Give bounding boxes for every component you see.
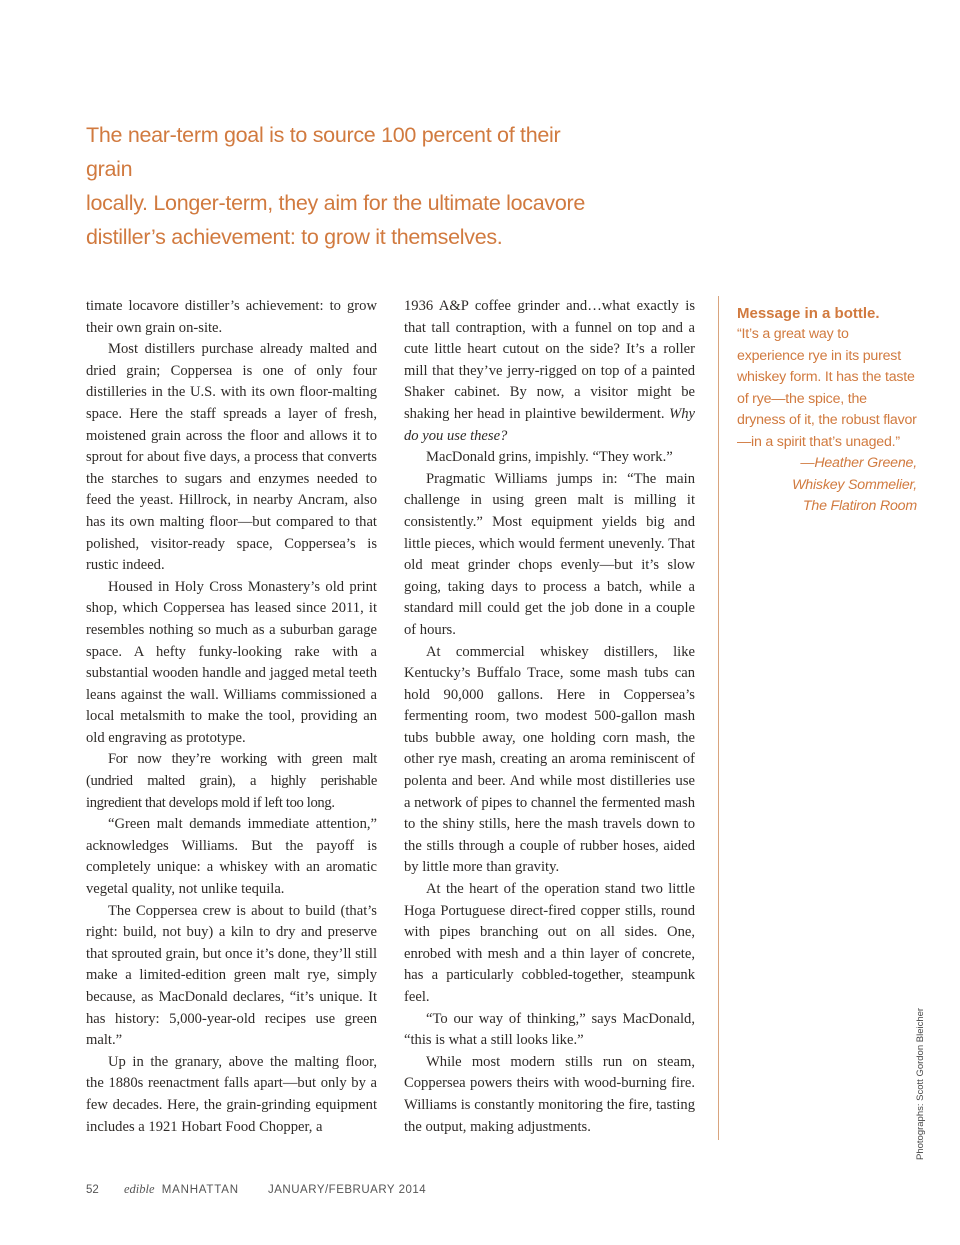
paragraph: “Green malt demands immediate attention,” acknowledges Williams. But the payoff is completely unique: a whiskey with an aromatic vegetal quality, not unlike tequila.: [86, 816, 377, 898]
brand-edible: edible: [124, 1182, 155, 1196]
paragraph: Most distillers purchase already malted and dried grain; Coppersea is one of only four distilleries in the U.S. with its own floor-malting space. Here the staff spreads a layer of fresh, moistened grain across the floor and allows it to sprout for about five days, a process that converts the starches to sugars and enzymes needed to feed the yeast. Hillrock, in nearby Ancram, also has its own malting floor—but compared to that polished, visitor-ready space, Coppersea’s is rustic indeed.: [86, 341, 377, 574]
paragraph: MacDonald grins, impishly. “They work.”: [426, 449, 673, 466]
paragraph: “To our way of thinking,” says MacDonald, “this is what a still looks like.”: [404, 1010, 695, 1049]
credit-line: —Heather Greene,: [800, 455, 917, 471]
sidebar-heading: Message in a bottle.: [737, 305, 880, 322]
paragraph: At commercial whiskey distillers, like Kentucky’s Buffalo Trace, some mash tubs can hold 90,000 gallons. Here in Coppersea’s fermenting room, two modest 500-gallon mash tubs bubble away, one holding corn mash, the other rye mash, creating an aroma reminiscent of polenta and beer. And while most distilleries use a network of pipes to channel the fermented mash to the shiny stills, here the mash travels down to the stills through a couple of rubber hoses, aided by little more than gravity.: [404, 643, 695, 876]
credit-line: Whiskey Sommelier,: [792, 476, 917, 493]
pull-quote: [86, 118, 586, 254]
pull-quote-line: locally. Longer-term, they aim for the ultimate locavore: [86, 191, 586, 215]
issue-date: JANUARY/FEBRUARY 2014: [268, 1184, 427, 1196]
sidebar-quote-box: [718, 296, 917, 1140]
page-number: 52: [86, 1184, 99, 1196]
pull-quote-line: The near-term goal is to source 100 percent of their grain: [86, 123, 561, 181]
paragraph: For now they’re working with green malt (undried malted grain), a highly perishable ingredient that develops mold if left too long.: [86, 751, 377, 811]
paragraph: Pragmatic Williams jumps in: “The main challenge in using green malt is milling it consistently.” Most equipment yields big and little pieces, which would ferment unevenly. That old meat grinder chops evenly—but it’s slow going, taking days to process a batch, while a standard mill could get the job done in a couple of hours.: [404, 470, 695, 638]
sidebar-quote: “It’s a great way to experience rye in its purest whiskey form. It has the taste of rye—the spice, the dryness of it, the robust flavor—in a spirit that’s unaged.”: [737, 326, 917, 450]
page-footer: [86, 1182, 426, 1197]
article-column-1: [86, 296, 377, 1138]
paragraph: Up in the granary, above the malting floor, the 1880s reenactment falls apart—but only by a few decades. Here, the grain-grinding equipment includes a 1921 Hobart Food Chopper, a: [86, 1053, 377, 1135]
paragraph: [404, 296, 695, 447]
paragraph: timate locavore distiller’s achievement: to grow their own grain on-site.: [86, 298, 377, 336]
paragraph-text: 1936 A&P coffee grinder and…what exactly is that tall contraption, with a funnel on top and a cute little heart cutout on the side? It’s a roller mill that they’ve jerry-rigged on top of a painted Shaker cabinet. By now, a visitor might be shaking her head in plaintive bewilderment.: [404, 298, 695, 422]
article-column-2: [404, 296, 695, 1138]
paragraph: At the heart of the operation stand two little Hoga Portuguese direct-fired copper stills, round with pipes branching out on all sides. One, enrobed with mesh and a thin layer of concrete, has a particularly cobbled-together, steampunk feel.: [404, 881, 695, 1005]
brand-manhattan: MANHATTAN: [161, 1184, 239, 1196]
paragraph: Housed in Holy Cross Monastery’s old print shop, which Coppersea has leased since 2011, it resembles nothing so much as a suburban garage space. A hefty funky-looking rake with a substantial wooden handle and jagged metal teeth leans against the wall. Williams commissioned a local metalsmith to make the tool, providing an old engraving as prototype.: [86, 578, 377, 746]
paragraph: The Coppersea crew is about to build (that’s right: build, not buy) a kiln to dry and preserve that sprouted grain, but once it’s done, they’ll still make a limited-edition green malt rye, simply because, as MacDonald declares, “it’s unique. It has history: 5,000-year-old recipes use green malt.”: [86, 902, 378, 1049]
paragraph: While most modern stills run on steam, Coppersea powers theirs with wood-burning fire. Williams is constantly monitoring the fire, tasting the output, making adjustments.: [404, 1053, 695, 1135]
sidebar-credit: [737, 453, 917, 518]
credit-line: The Flatiron Room: [802, 498, 917, 514]
photo-credit: Photographs: Scott Gordon Bleicher: [915, 1007, 926, 1160]
pull-quote-line: distiller’s achievement: to grow it themselves.: [86, 225, 503, 249]
italic-question: Why do you use these?: [404, 405, 695, 444]
